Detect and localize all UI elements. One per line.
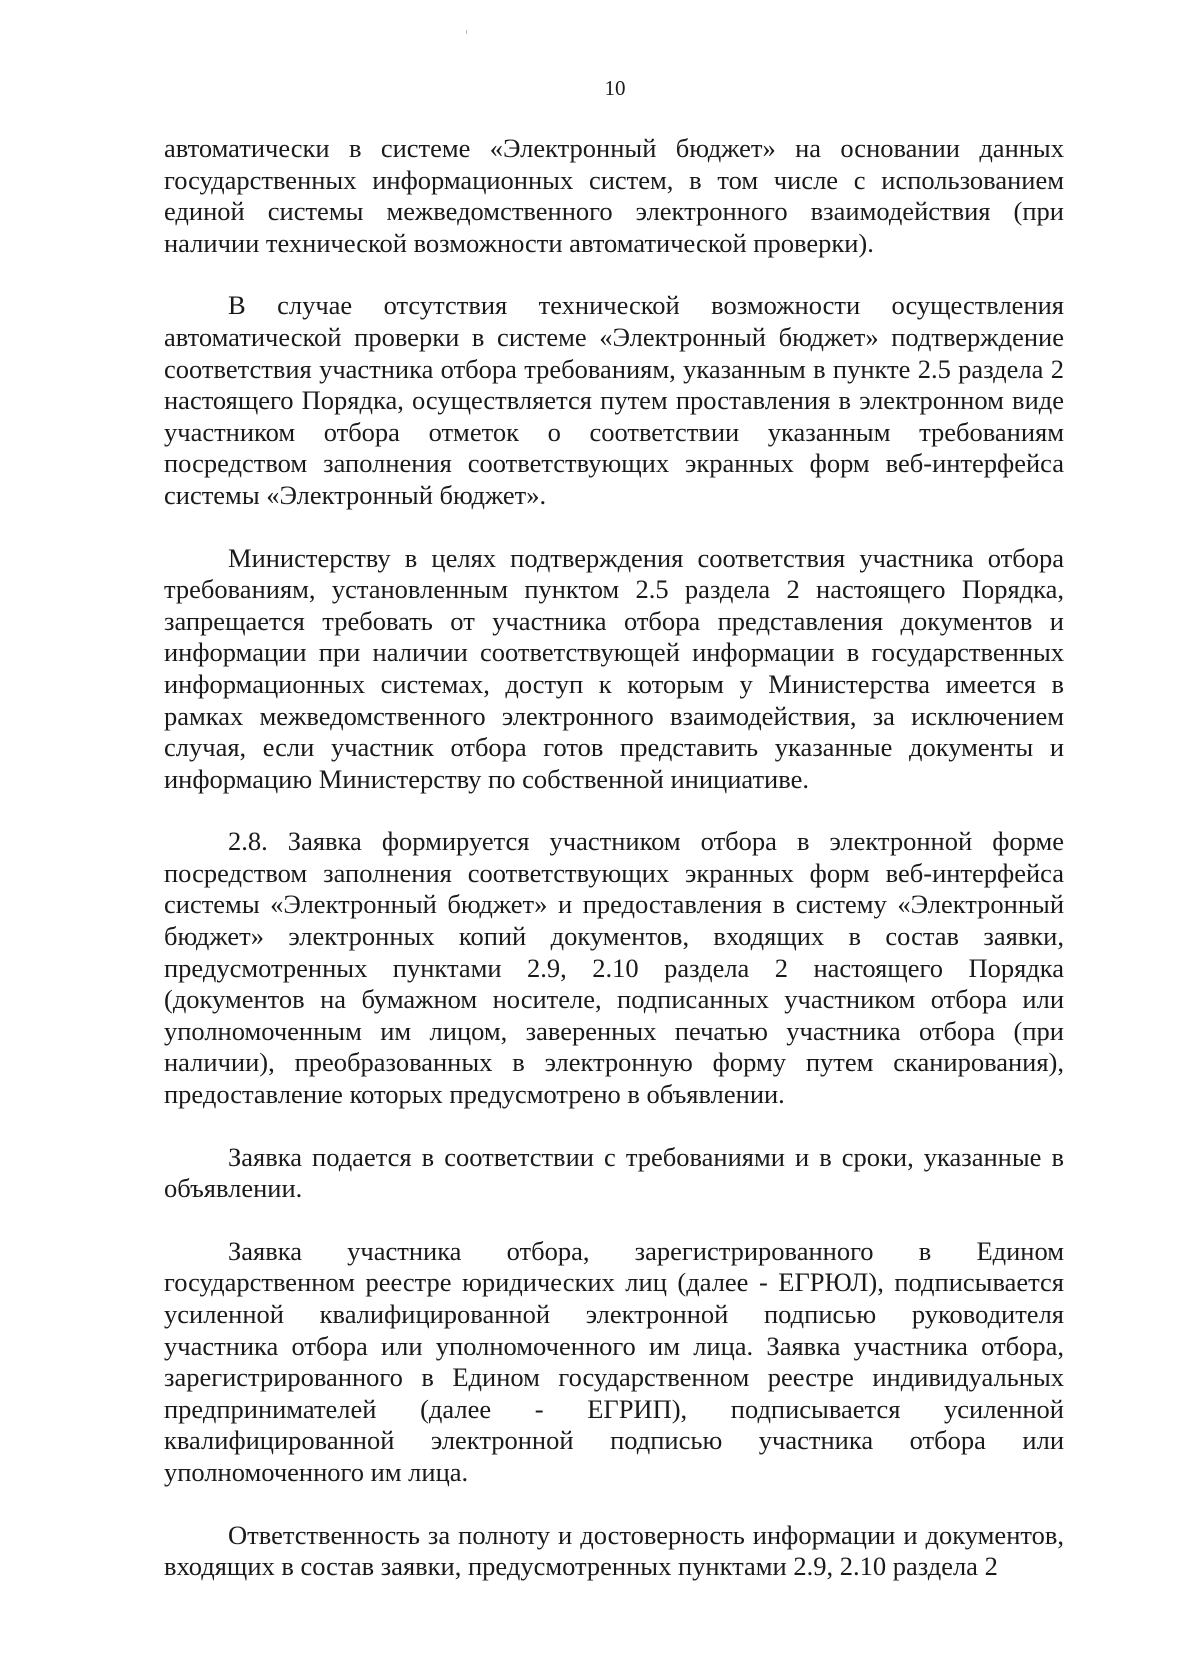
paragraph-technical-check: В случае отсутствия технической возможности осуществления автоматической проверки в системе «Электронный бюджет» подтверждение соответствия участника отбора требованиям, указанным в пункте 2.5 раздела 2 настоящего Порядка, осуществляется путем проставления в электронном виде участником отбора отметок о соответствии указанным требованиям посредством заполнения соответствующих экранных форм веб-интерфейса системы «Электронный бюджет». bbox=[164, 290, 1064, 510]
paragraph-application-signature: Заявка участника отбора, зарегистрированного в Едином государственном реестре юридических лиц (далее - ЕГРЮЛ), подписывается усиленной квалифицированной электронной подписью руководителя участника отбора или уполномоченного им лица. Заявка участника отбора, зарегистрированного в Едином государственном реестре индивидуальных предпринимателей (далее - ЕГРИП), подписывается усиленной квалифицированной электронной подписью участника отбора или уполномоченного им лица. bbox=[164, 1235, 1064, 1487]
paragraph-responsibility: Ответственность за полноту и достоверность информации и документов, входящих в состав заявки, предусмотренных пунктами 2.9, 2.10 раздела 2 bbox=[164, 1519, 1064, 1582]
paragraph-continuation: автоматически в системе «Электронный бюджет» на основании данных государственных информационных систем, в том числе с использованием единой системы межведомственного электронного взаимодействия (при наличии технической возможности автоматической проверки). bbox=[164, 133, 1064, 258]
paragraph-2-8-application: 2.8. Заявка формируется участником отбора в электронной форме посредством заполнения соответствующих экранных форм веб-интерфейса системы «Электронный бюджет» и предоставления в систему «Электронный бюджет» электронных копий документов, входящих в состав заявки, предусмотренных пунктами 2.9, 2.10 раздела 2 настоящего Порядка (документов на бумажном носителе, подписанных участником отбора или уполномоченным им лицом, заверенных печатью участника отбора (при наличии), преобразованных в электронную форму путем сканирования), предоставление которых предусмотрено в объявлении. bbox=[164, 826, 1064, 1110]
paragraph-ministry-restriction: Министерству в целях подтверждения соответствия участника отбора требованиям, установленным пунктом 2.5 раздела 2 настоящего Порядка, запрещается требовать от участника отбора представления документов и информации при наличии соответствующей информации в государственных информационных системах, доступ к которым у Министерства имеется в рамках межведомственного электронного взаимодействия, за исключением случая, если участник отбора готов представить указанные документы и информацию Министерству по собственной инициативе. bbox=[164, 542, 1064, 794]
document-body bbox=[164, 133, 1064, 1583]
page-number: 10 bbox=[604, 76, 626, 100]
paragraph-application-submission: Заявка подается в соответствии с требованиями и в сроки, указанные в объявлении. bbox=[164, 1141, 1064, 1204]
scan-speck bbox=[466, 30, 467, 34]
